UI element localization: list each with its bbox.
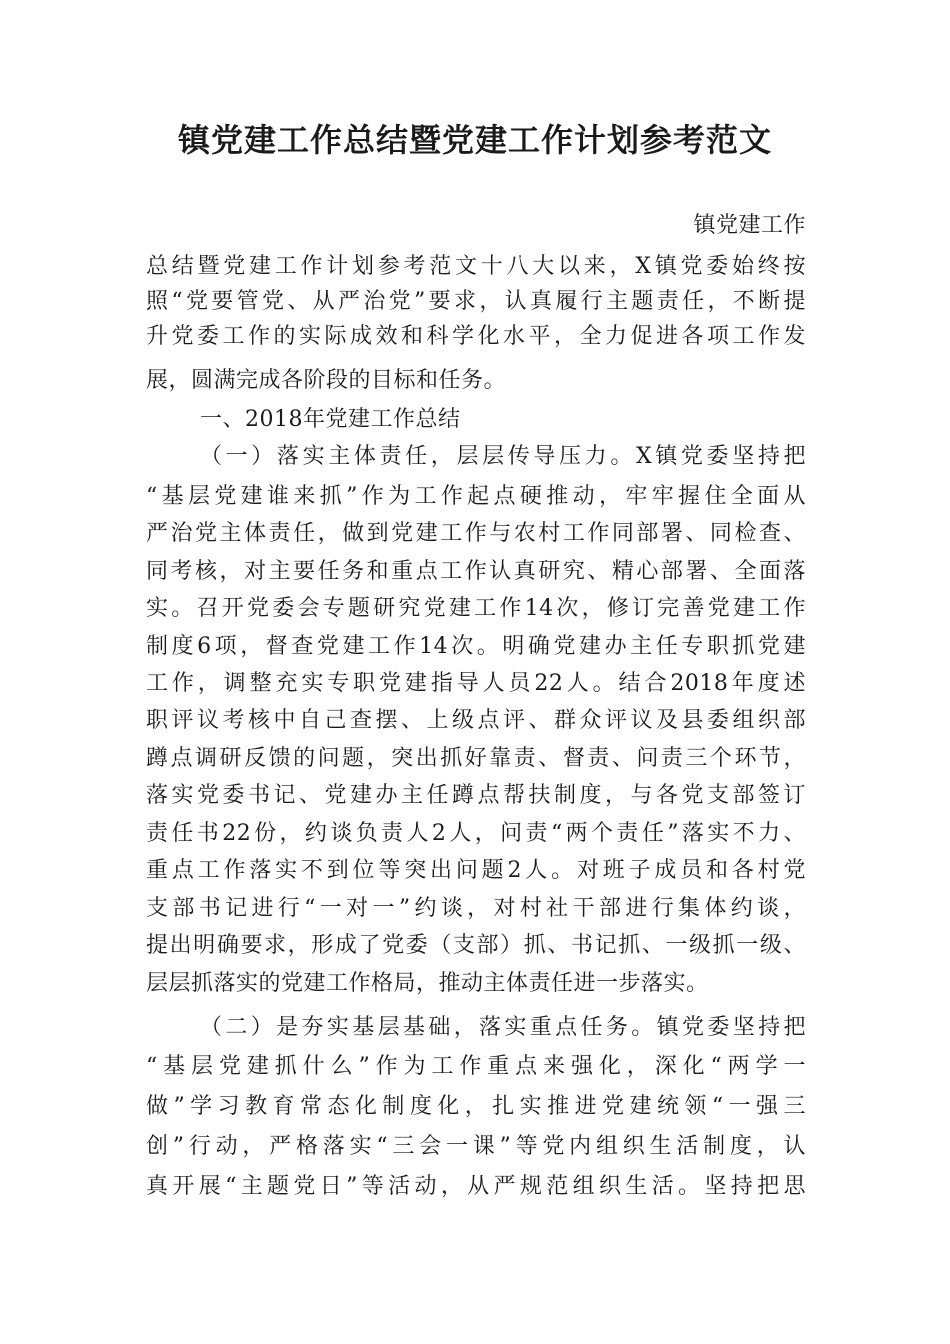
text-line: 做”学习教育常态化制度化，扎实推进党建统领“一强三 xyxy=(146,1094,806,1119)
text-line: 工作，调整充实专职党建指导人员22人。结合2018年度述 xyxy=(146,671,806,696)
text-line: 总结暨党建工作计划参考范文十八大以来，X镇党委始终按 xyxy=(146,254,806,279)
text-line: “基层党建抓什么”作为工作重点来强化，深化“两学一 xyxy=(146,1054,806,1079)
text-line: “基层党建谁来抓”作为工作起点硬推动，牢牢握住全面从 xyxy=(146,484,806,509)
text-line: 责任书22份，约谈负责人2人，问责“两个责任”落实不力、 xyxy=(146,821,806,846)
text-line: 制度6项，督查党建工作14次。明确党建办主任专职抓党建 xyxy=(146,634,806,659)
text-line: 真开展“主题党日”等活动，从严规范组织生活。坚持把思 xyxy=(146,1174,806,1199)
text-line: 展，圆满完成各阶段的目标和任务。 xyxy=(146,368,507,393)
text-line: （一）落实主体责任，层层传导压力。X镇党委坚持把 xyxy=(200,444,806,469)
text-line: 职评议考核中自己查摆、上级点评、群众评议及县委组织部 xyxy=(146,708,806,733)
text-line: 蹲点调研反馈的问题，突出抓好靠责、督责、问责三个环节， xyxy=(146,746,806,771)
text-line: （二）是夯实基层基础，落实重点任务。镇党委坚持把 xyxy=(200,1015,806,1040)
document-title: 镇党建工作总结暨党建工作计划参考范文 xyxy=(177,121,772,159)
text-line: 实。召开党委会专题研究党建工作14次，修订完善党建工作 xyxy=(146,596,806,621)
text-line: 落实党委书记、党建办主任蹲点帮扶制度，与各党支部签订 xyxy=(146,783,806,808)
text-line: 升党委工作的实际成效和科学化水平，全力促进各项工作发 xyxy=(146,324,806,349)
text-line: 提出明确要求，形成了党委（支部）抓、书记抓、一级抓一级、 xyxy=(146,933,806,958)
text-line: 照“党要管党、从严治党”要求，认真履行主题责任，不断提 xyxy=(146,289,806,314)
text-line: 支部书记进行“一对一”约谈，对村社干部进行集体约谈， xyxy=(146,896,806,921)
text-line: 严治党主体责任，做到党建工作与农村工作同部署、同检查、 xyxy=(146,521,806,546)
text-line: 层层抓落实的党建工作格局，推动主体责任进一步落实。 xyxy=(146,971,709,996)
text-line: 同考核，对主要任务和重点工作认真研究、精心部署、全面落 xyxy=(146,559,806,584)
text-line: 重点工作落实不到位等突出问题2人。对班子成员和各村党 xyxy=(146,858,806,883)
section-heading: 一、2018年党建工作总结 xyxy=(200,407,461,432)
text-line: 创”行动，严格落实“三会一课”等党内组织生活制度，认 xyxy=(146,1134,806,1159)
text-line: 镇党建工作 xyxy=(693,213,806,238)
